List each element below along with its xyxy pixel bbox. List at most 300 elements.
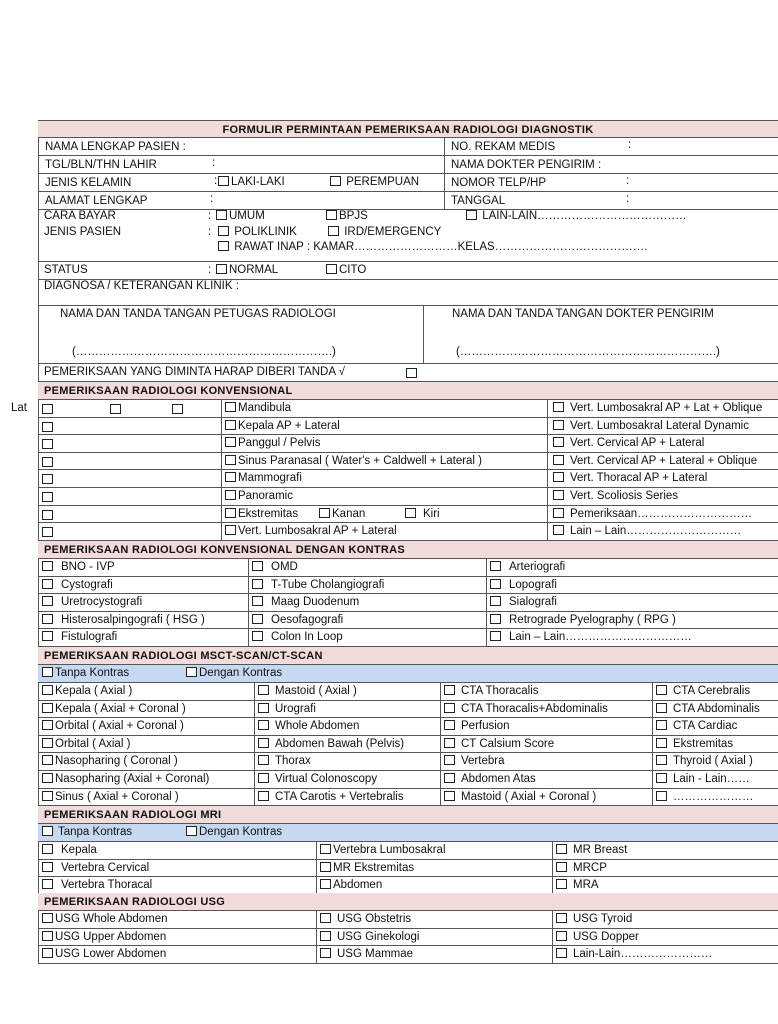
alamat-label: ALAMAT LENGKAP	[45, 195, 148, 207]
msct-item[interactable]	[441, 771, 536, 788]
konvensional-checkbox[interactable]	[225, 402, 236, 412]
form-title: FORMULIR PERMINTAAN PEMERIKSAAN RADIOLOGI DIAGNOSTIK	[222, 124, 594, 136]
kontras-checkbox[interactable]	[252, 579, 263, 589]
konvensional-kanan-option[interactable]	[319, 506, 365, 524]
konvensional-checkbox[interactable]	[553, 420, 564, 430]
ird-text: IRD/EMERGENCY	[344, 226, 442, 238]
msct-checkbox[interactable]	[444, 791, 455, 801]
mri-checkbox[interactable]	[320, 862, 331, 872]
konvensional-checkbox[interactable]	[42, 527, 53, 537]
mri-item-label: Abdomen	[333, 879, 383, 892]
konvensional-item-label: Kepala AP + Lateral	[238, 419, 340, 432]
kontras-header	[38, 541, 778, 559]
usg-item[interactable]	[39, 911, 168, 928]
konvensional-checkbox[interactable]	[319, 508, 330, 518]
mri-checkbox[interactable]	[42, 844, 53, 854]
kontras-checkbox[interactable]	[252, 631, 263, 641]
msct-checkbox[interactable]	[444, 755, 455, 765]
msct-item[interactable]	[39, 771, 209, 788]
msct-item[interactable]	[39, 736, 130, 753]
perempuan-checkbox[interactable]	[330, 176, 341, 186]
msct-checkbox[interactable]	[656, 703, 667, 713]
patient-row-1	[38, 138, 778, 156]
konvensional-kiri-label: Kiri	[423, 507, 440, 520]
konvensional-checkbox[interactable]	[42, 492, 53, 502]
msct-item[interactable]	[653, 683, 750, 700]
kontras-item-label: Sialografi	[509, 596, 557, 609]
usg-checkbox[interactable]	[320, 948, 331, 958]
usg-checkbox[interactable]	[556, 948, 567, 958]
colon: :	[212, 157, 216, 169]
kontras-item-label: Cystografi	[61, 578, 113, 591]
kontras-item-label: Oesofagografi	[271, 613, 344, 626]
inap-checkbox[interactable]	[218, 241, 229, 251]
kontras-item[interactable]	[487, 629, 692, 646]
mri-item[interactable]	[39, 860, 149, 877]
usg-item[interactable]	[317, 929, 419, 946]
msct-item[interactable]	[441, 701, 608, 718]
msct-dengan-text: Dengan Kontras	[199, 667, 283, 679]
dokter-sign-line[interactable]: (………………………………………………………….)	[456, 346, 720, 358]
msct-checkbox[interactable]	[444, 738, 455, 748]
signature-row	[38, 306, 778, 364]
nama-label: NAMA LENGKAP PASIEN :	[45, 141, 186, 153]
konvensional-checkbox[interactable]	[42, 439, 53, 449]
konvensional-item[interactable]	[222, 506, 440, 523]
konvensional-row	[38, 418, 778, 436]
kontras-item[interactable]	[487, 577, 557, 594]
msct-item-label: CTA Cerebralis	[673, 685, 751, 697]
konvensional-row	[38, 435, 778, 453]
konvensional-checkbox[interactable]	[42, 510, 53, 520]
msct-checkbox[interactable]	[656, 720, 667, 730]
konvensional-checkbox[interactable]	[553, 525, 564, 535]
lat-label: Lat	[11, 402, 27, 414]
msct-checkbox[interactable]	[42, 773, 53, 783]
laki-checkbox[interactable]	[218, 176, 229, 186]
kontras-checkbox[interactable]	[42, 561, 53, 571]
mri-item[interactable]	[553, 877, 599, 894]
kontras-item-label: Arteriografi	[509, 561, 566, 573]
kontras-item-label: BNO - IVP	[61, 561, 115, 573]
ird-option[interactable]	[328, 226, 441, 238]
poli-option[interactable]	[218, 226, 297, 238]
usg-item[interactable]	[317, 911, 411, 928]
mri-item[interactable]	[317, 860, 414, 877]
kontras-checkbox[interactable]	[252, 614, 263, 624]
msct-item[interactable]	[255, 753, 311, 770]
mri-header	[38, 806, 778, 824]
konvensional-checkbox[interactable]	[225, 472, 236, 482]
mri-item[interactable]	[553, 842, 627, 859]
kontras-item[interactable]	[487, 559, 565, 576]
konvensional-col1-item[interactable]	[39, 488, 42, 505]
msct-checkbox[interactable]	[42, 720, 53, 730]
kontras-item[interactable]	[249, 629, 343, 646]
konvensional-item[interactable]	[222, 523, 397, 540]
msct-dengan-option[interactable]	[186, 667, 282, 679]
usg-row	[38, 911, 778, 929]
mri-item-label: Vertebra Lumbosakral	[333, 844, 446, 856]
konvensional-item[interactable]	[550, 400, 762, 417]
form-title-row	[38, 120, 778, 138]
msct-item-label: Nasopharing ( Coronal )	[55, 755, 178, 768]
msct-item-label: CTA Cardiac	[673, 720, 738, 733]
konvensional-col1-item[interactable]	[39, 523, 42, 540]
konvensional-row	[38, 453, 778, 471]
konvensional-checkbox[interactable]	[110, 404, 121, 414]
konvensional-item-label: Lain – Lain…………………………	[570, 525, 742, 538]
msct-item[interactable]	[441, 789, 596, 806]
kontras-checkbox[interactable]	[42, 631, 53, 641]
msct-item[interactable]	[255, 771, 377, 788]
msct-tanpa-text: Tanpa Kontras	[55, 667, 130, 679]
mri-item-label: Vertebra Cervical	[61, 861, 150, 874]
mri-item[interactable]	[553, 860, 607, 877]
kontras-item[interactable]	[487, 612, 676, 629]
inap-option[interactable]	[218, 241, 647, 253]
konvensional-checkbox[interactable]	[225, 455, 236, 465]
kontras-item-label: Maag Duodenum	[271, 596, 360, 609]
jk-label: JENIS KELAMIN	[45, 177, 132, 189]
msct-checkbox[interactable]	[258, 738, 269, 748]
konvensional-checkbox[interactable]	[225, 420, 236, 430]
msct-checkbox[interactable]	[656, 738, 667, 748]
usg-item-label: USG Mammae	[337, 948, 414, 961]
msct-checkbox[interactable]	[42, 738, 53, 748]
msct-item-label: Orbital ( Axial + Coronal )	[55, 720, 184, 733]
kontras-item[interactable]	[39, 577, 113, 594]
konvensional-item-label: Mandibula	[238, 402, 292, 414]
poli-checkbox[interactable]	[218, 226, 229, 236]
mri-checkbox[interactable]	[320, 879, 331, 889]
msct-item[interactable]	[653, 789, 754, 806]
kontras-item[interactable]	[39, 629, 117, 646]
msct-item-label: CT Calsium Score	[461, 737, 555, 750]
patient-row-2	[38, 156, 778, 174]
konvensional-item[interactable]	[222, 418, 340, 435]
konvensional-checkbox[interactable]	[225, 525, 236, 535]
kontras-checkbox[interactable]	[42, 579, 53, 589]
usg-item-label: USG Dopper	[573, 930, 639, 943]
kontras-item-label: Lain – Lain……………………………	[509, 631, 692, 644]
konvensional-ekstremitas-option[interactable]	[225, 506, 298, 524]
lain-text: LAIN-LAIN…………………………………	[482, 210, 687, 222]
kontras-item[interactable]	[39, 559, 115, 576]
mri-row	[38, 842, 778, 860]
normal-option[interactable]	[216, 264, 278, 276]
mri-dengan-option[interactable]	[186, 826, 282, 838]
msct-checkbox[interactable]	[42, 755, 53, 765]
msct-item-label: Orbital ( Axial )	[55, 737, 131, 750]
msct-item[interactable]	[255, 701, 316, 718]
msct-item[interactable]	[255, 718, 359, 735]
msct-item[interactable]	[39, 701, 186, 718]
konvensional-item-label: Vert. Lumbosakral Lateral Dynamic	[570, 419, 749, 432]
kontras-checkbox[interactable]	[490, 596, 501, 606]
perempuan-option[interactable]	[330, 176, 419, 188]
msct-item-label: Urografi	[275, 702, 316, 715]
kontras-checkbox[interactable]	[490, 561, 501, 571]
msct-checkbox[interactable]	[444, 773, 455, 783]
msct-tanpa-option[interactable]	[42, 667, 129, 679]
msct-item[interactable]	[653, 771, 750, 788]
konvensional-col1-item[interactable]	[39, 400, 42, 417]
kontras-row	[38, 594, 778, 612]
usg-checkbox[interactable]	[556, 913, 567, 923]
konvensional-item[interactable]	[222, 400, 291, 417]
patient-row-4	[38, 192, 778, 210]
konvensional-item[interactable]	[550, 453, 757, 470]
kontras-checkbox[interactable]	[42, 614, 53, 624]
konvensional-checkbox[interactable]	[553, 508, 564, 518]
usg-item-label: USG Ginekologi	[337, 930, 420, 943]
mri-dengan-checkbox[interactable]	[186, 826, 197, 836]
konvensional-checkbox[interactable]	[553, 455, 564, 465]
msct-item[interactable]	[255, 789, 404, 806]
konvensional-checkbox[interactable]	[42, 457, 53, 467]
msct-checkbox[interactable]	[444, 685, 455, 695]
petugas-sign-line[interactable]: (………………………………………………………….)	[72, 346, 336, 358]
msct-checkbox[interactable]	[656, 685, 667, 695]
mri-item-label: Vertebra Thoracal	[61, 879, 153, 892]
konvensional-item[interactable]	[550, 523, 741, 540]
msct-checkbox[interactable]	[258, 720, 269, 730]
cito-option[interactable]	[326, 264, 366, 276]
konvensional-item[interactable]	[222, 488, 293, 505]
bpjs-option[interactable]	[326, 210, 368, 222]
kontras-item[interactable]	[39, 594, 142, 611]
kontras-item[interactable]	[249, 594, 359, 611]
mri-checkbox[interactable]	[42, 879, 53, 889]
msct-item-label: Sinus ( Axial + Coronal )	[55, 790, 179, 803]
konvensional-checkbox[interactable]	[553, 490, 564, 500]
mri-checkbox[interactable]	[556, 862, 567, 872]
kontras-item[interactable]	[487, 594, 557, 611]
msct-item[interactable]	[255, 683, 357, 700]
msct-item-label: Mastoid ( Axial )	[275, 685, 357, 697]
konvensional-item-label: Mammografi	[238, 472, 302, 485]
kontras-item-label: Histerosalpingografi ( HSG )	[61, 613, 205, 626]
msct-item[interactable]	[441, 718, 510, 735]
lain-option[interactable]	[466, 210, 687, 222]
konvensional-checkbox[interactable]	[553, 402, 564, 412]
msct-checkbox[interactable]	[258, 755, 269, 765]
mri-tanpa-option[interactable]	[42, 826, 132, 838]
konvensional-checkbox[interactable]	[405, 508, 416, 518]
konvensional-col1-item[interactable]	[39, 470, 42, 487]
usg-checkbox[interactable]	[42, 931, 53, 941]
msct-kontras-row	[38, 665, 778, 683]
kontras-item[interactable]	[249, 559, 298, 576]
usg-header	[38, 893, 778, 911]
telp-label: NOMOR TELP/HP	[451, 177, 546, 189]
konvensional-item[interactable]	[222, 435, 320, 452]
colon: :	[626, 193, 630, 205]
konvensional-item-label: Vert. Lumbosakral AP + Lateral	[238, 525, 397, 538]
msct-checkbox[interactable]	[258, 703, 269, 713]
msct-item[interactable]	[441, 683, 539, 700]
bayar-label: CARA BAYAR	[44, 210, 116, 222]
konvensional-checkbox[interactable]	[225, 490, 236, 500]
msct-item-label: Kepala ( Axial + Coronal )	[55, 702, 186, 715]
msct-item-label: Nasopharing (Axial + Coronal)	[55, 773, 210, 785]
konvensional-checkbox[interactable]	[172, 404, 183, 414]
konvensional-item-label: Vert. Lumbosakral AP + Lat + Oblique	[570, 402, 763, 414]
mri-item-label: MR Ekstremitas	[333, 861, 415, 874]
kontras-checkbox[interactable]	[490, 631, 501, 641]
usg-item[interactable]	[553, 929, 639, 946]
mri-kontras-row	[38, 824, 778, 842]
mri-item[interactable]	[39, 842, 97, 859]
colon: :	[208, 264, 212, 276]
umum-option[interactable]	[216, 210, 265, 222]
msct-item-label: CTA Thoracalis+Abdominalis	[461, 702, 608, 715]
konvensional-item-label: Vert. Cervical AP + Lateral + Oblique	[570, 454, 758, 467]
usg-checkbox[interactable]	[42, 948, 53, 958]
konvensional-item[interactable]	[550, 506, 752, 523]
bpjs-checkbox[interactable]	[326, 210, 337, 220]
msct-checkbox[interactable]	[42, 685, 53, 695]
usg-item[interactable]	[39, 929, 166, 946]
konvensional-checkbox[interactable]	[225, 508, 236, 518]
msct-item[interactable]	[441, 736, 554, 753]
mri-checkbox[interactable]	[320, 844, 331, 854]
konvensional-item[interactable]	[550, 470, 707, 487]
usg-checkbox[interactable]	[320, 913, 331, 923]
msct-checkbox[interactable]	[656, 773, 667, 783]
msct-checkbox[interactable]	[444, 703, 455, 713]
msct-item[interactable]	[653, 701, 760, 718]
konvensional-checkbox[interactable]	[553, 472, 564, 482]
msct-checkbox[interactable]	[42, 703, 53, 713]
konvensional-checkbox[interactable]	[42, 474, 53, 484]
usg-row	[38, 929, 778, 947]
konvensional-item[interactable]	[222, 470, 302, 487]
kontras-checkbox[interactable]	[252, 596, 263, 606]
cito-checkbox[interactable]	[326, 264, 337, 274]
msct-row	[38, 736, 778, 754]
colon: :	[214, 175, 218, 187]
status-label: STATUS	[44, 264, 88, 276]
kontras-checkbox[interactable]	[252, 561, 263, 571]
inap-text: RAWAT INAP : KAMAR………………………KELAS………………………………….	[234, 241, 648, 253]
usg-item[interactable]	[553, 911, 632, 928]
konvensional-item[interactable]	[550, 435, 704, 452]
msct-checkbox[interactable]	[656, 755, 667, 765]
colon: :	[208, 226, 212, 238]
kontras-checkbox[interactable]	[490, 614, 501, 624]
mri-item[interactable]	[317, 842, 446, 859]
msct-checkbox[interactable]	[258, 773, 269, 783]
colon: :	[210, 193, 214, 205]
msct-item-label: Virtual Colonoscopy	[275, 773, 378, 785]
msct-item[interactable]	[39, 718, 184, 735]
konvensional-checkbox[interactable]	[553, 437, 564, 447]
msct-item[interactable]	[653, 753, 753, 770]
ird-checkbox[interactable]	[328, 226, 339, 236]
umum-checkbox[interactable]	[216, 210, 227, 220]
colon: :	[628, 139, 632, 151]
msct-item[interactable]	[39, 789, 179, 806]
msct-checkbox[interactable]	[258, 791, 269, 801]
msct-checkbox[interactable]	[258, 685, 269, 695]
msct-checkbox[interactable]	[656, 791, 667, 801]
kontras-item-label: Uretrocystografi	[61, 596, 143, 609]
usg-checkbox[interactable]	[556, 931, 567, 941]
konvensional-col1-item[interactable]	[39, 506, 42, 523]
bayar-row	[38, 210, 778, 226]
konvensional-checkbox[interactable]	[42, 404, 53, 414]
usg-item[interactable]	[317, 946, 413, 963]
kontras-row	[38, 629, 778, 647]
konvensional-item-label: Sinus Paranasal ( Water's + Caldwell + Lateral )	[238, 454, 483, 467]
konvensional-checkbox[interactable]	[225, 437, 236, 447]
konvensional-kanan-label: Kanan	[332, 507, 366, 520]
kontras-header-text: PEMERIKSAAN RADIOLOGI KONVENSIONAL DENGAN KONTRAS	[44, 544, 406, 556]
laki-option[interactable]	[218, 176, 285, 188]
mri-item[interactable]	[317, 877, 382, 894]
msct-item[interactable]	[39, 683, 132, 700]
konvensional-col1-item[interactable]	[39, 418, 42, 435]
usg-item[interactable]	[553, 946, 712, 963]
msct-item[interactable]	[653, 718, 737, 735]
kontras-checkbox[interactable]	[490, 579, 501, 589]
konvensional-item[interactable]	[550, 418, 749, 435]
konvensional-row	[38, 470, 778, 488]
mri-checkbox[interactable]	[42, 862, 53, 872]
msct-tanpa-checkbox[interactable]	[42, 667, 53, 677]
msct-item[interactable]	[255, 736, 404, 753]
mri-item-label: Kepala	[61, 844, 97, 856]
msct-row	[38, 789, 778, 807]
msct-item[interactable]	[441, 753, 504, 770]
msct-checkbox[interactable]	[444, 720, 455, 730]
konvensional-col1-item[interactable]	[39, 453, 42, 470]
mri-checkbox[interactable]	[556, 844, 567, 854]
mri-checkbox[interactable]	[556, 879, 567, 889]
kontras-item[interactable]	[249, 612, 343, 629]
konvensional-checkbox[interactable]	[42, 422, 53, 432]
dokter-label: NAMA DOKTER PENGIRIM :	[451, 159, 602, 171]
mri-item[interactable]	[39, 877, 152, 894]
konvensional-kiri-option[interactable]	[405, 506, 440, 524]
usg-checkbox[interactable]	[320, 931, 331, 941]
kontras-item[interactable]	[39, 612, 205, 629]
usg-item[interactable]	[39, 946, 166, 963]
msct-item[interactable]	[39, 753, 178, 770]
konvensional-col1-item[interactable]	[39, 435, 42, 452]
jenis-label: JENIS PASIEN	[44, 226, 122, 238]
konvensional-item[interactable]	[222, 453, 482, 470]
normal-checkbox[interactable]	[216, 264, 227, 274]
laki-text: LAKI-LAKI	[231, 176, 285, 188]
usg-checkbox[interactable]	[42, 913, 53, 923]
lain-checkbox[interactable]	[466, 210, 477, 220]
mri-tanpa-checkbox[interactable]	[42, 826, 53, 836]
kontras-checkbox[interactable]	[42, 596, 53, 606]
msct-row	[38, 701, 778, 719]
umum-text: UMUM	[229, 210, 265, 222]
normal-text: NORMAL	[229, 264, 279, 276]
konvensional-row	[38, 488, 778, 506]
msct-item[interactable]	[653, 736, 733, 753]
cito-text: CITO	[339, 264, 367, 276]
kontras-item[interactable]	[249, 577, 384, 594]
msct-dengan-checkbox[interactable]	[186, 667, 197, 677]
konvensional-item[interactable]	[550, 488, 678, 505]
msct-checkbox[interactable]	[42, 791, 53, 801]
